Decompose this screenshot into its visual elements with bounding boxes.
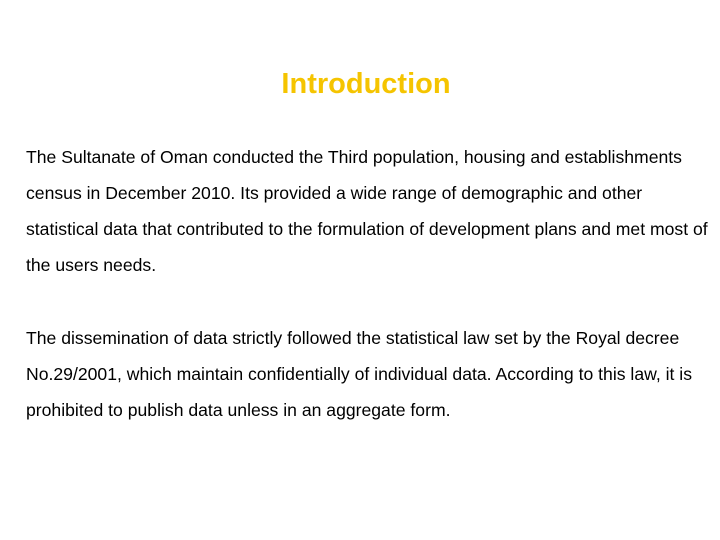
dissemination-paragraph: The dissemination of data strictly followed the statistical law set by the Royal decree No.29/2001, which maintain confidentially of individual data. According to this law, it is prohibited to publish data unless in an aggregate form. [26,328,693,420]
slide-title: Introduction [281,68,451,100]
intro-paragraph: The Sultanate of Oman conducted the Third population, housing and establishments census in December 2010. Its provided a wide range of demographic and other statistical data that contributed to the formulation of development plans and met most of the users needs. [26,147,708,275]
